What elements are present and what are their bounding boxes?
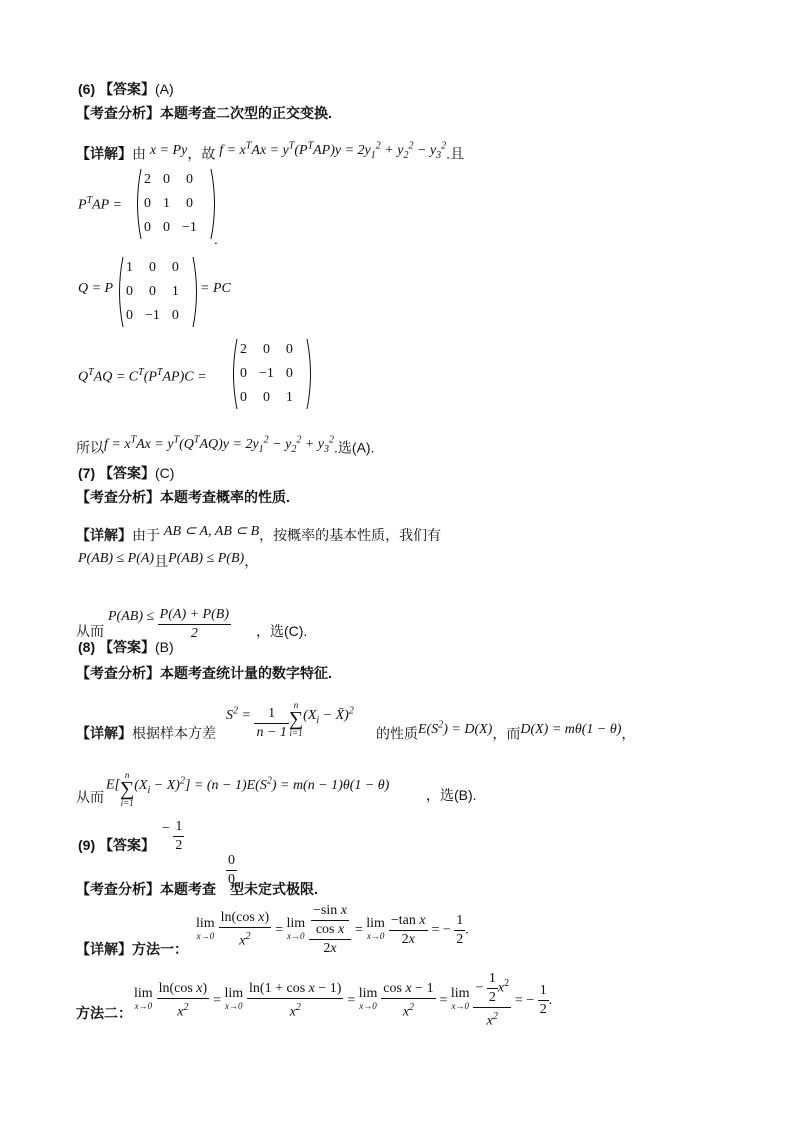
math-quadratic-form: $f = x^TAx = y^T(P^TAP)y = 2y_1^2 + y_2^2 - y_3^2$	[219, 140, 447, 161]
math-sum: n ∑ i=1	[288, 700, 304, 738]
q8-final-math	[106, 764, 389, 806]
q6-number: (6)	[78, 81, 96, 97]
detail-label: 【详解】	[76, 145, 132, 162]
math-lim1: lim x→0	[196, 916, 215, 941]
q8-detail-line	[76, 724, 216, 742]
math-es2-eq-dx: $E(S^2) = D(X)$	[418, 719, 493, 737]
math-frac-ln1: $\frac{\text{ln(1 + cos x − 1)}}{x^2}$	[249, 980, 342, 1020]
math-lim5: lim x→0	[224, 986, 244, 1012]
q7-answer-line	[78, 464, 174, 482]
q8-detail-end: ，	[621, 725, 636, 742]
math-frac-half-x2: − $\frac{1}{2}$ $x^2$ $x^2$	[475, 971, 510, 1029]
math-frac-0-0: $\frac{0}{0}$	[228, 853, 235, 887]
q8-analysis-text: 本题考查统计量的数字特征.	[160, 665, 332, 681]
math-lim6: lim x→0	[358, 986, 378, 1012]
q6-analysis-text: 本题考查二次型的正交变换.	[160, 105, 332, 121]
analysis-label: 【考查分析】	[76, 105, 160, 121]
answer-label: 【答案】	[99, 81, 156, 97]
math-minus: −	[162, 821, 174, 837]
q9-answer-line	[78, 836, 155, 854]
q7-analysis-line	[76, 488, 290, 506]
math-frac-cos-1: $\frac{\text{cos x − 1}}{x^2}$	[383, 980, 434, 1020]
q8-number: (8)	[78, 639, 96, 655]
math-q-label: Q = P	[78, 281, 114, 296]
q8-final-end: ，选(B).	[426, 787, 477, 803]
q7-detail-line	[76, 526, 441, 546]
math-frac-ln-cos-2: $\frac{\text{ln(cos x)}}{x^2}$	[158, 980, 208, 1020]
matrix-c: 1 0 0 0 0 1 0 −1 0	[116, 256, 185, 328]
q9-analysis-line	[76, 880, 318, 898]
method1-label: 方法一：	[132, 941, 188, 957]
math-sum-body: ($X_i$ − X̄)$^2$	[303, 705, 354, 726]
matrix-ptap: 2 0 0 0 1 0 0 0 −1	[134, 168, 203, 240]
math-frac-ln-cos: $\frac{\text{ln(cos x)}}{x^2}$	[220, 910, 270, 949]
math-frac-nested: $\frac{\frac{\text{−sin x}}{\text{cos x}}}{2x}$	[309, 902, 351, 958]
math-sample-variance	[226, 694, 354, 740]
q6-detail-end: .且	[446, 145, 464, 162]
math-frac-half: $\frac{1}{2}$	[175, 819, 183, 853]
q7-final-math	[108, 598, 231, 641]
q6-detail-line	[76, 142, 464, 169]
answer-label: 【答案】	[99, 465, 156, 481]
q7-final-pre: 从而	[76, 623, 104, 639]
q7-answer-value: (C)	[155, 465, 175, 481]
math-method2: lim x→0 $\frac{\text{ln(cos x)}}{x^2}$ = lim x→0 $\frac{\text{ln(1 + cos x − 1)}}{x^2}$ = lim x→0 $\frac{\text{cos x − 1}}{x^2}$ = lim x→0 − $\frac{1}{2}$ $x^2$ $x^2$ = − $\frac{1}{2}$ .	[134, 971, 553, 1029]
q7-detail-pre: 由于	[132, 527, 160, 543]
matrix-qtaq: 2 0 0 0 −1 0 0 0 1	[230, 338, 299, 410]
q8-analysis-line	[76, 664, 332, 682]
q7-comma: ，	[244, 553, 259, 569]
detail-label: 【详解】	[76, 941, 132, 957]
analysis-label: 【考查分析】	[76, 881, 160, 897]
math-frac-half-1: $\frac{1}{2}$	[456, 912, 464, 947]
q7-ineq-line	[78, 552, 258, 572]
math-frac-1-n-1: $\frac{1}{n - 1}$	[256, 705, 287, 740]
math-lim3: lim x→0	[366, 916, 385, 941]
q6-detail-pre: 由	[132, 145, 146, 162]
math-ab-subset: AB ⊂ A, AB ⊂ B	[163, 524, 260, 539]
q6-final-pre: 所以	[76, 439, 104, 456]
math-pab-le: P(AB) ≤	[108, 609, 158, 625]
math-frac-avg: $\frac{P(A) + P(B)}{2}$	[159, 607, 229, 641]
q7-and: 且	[154, 553, 169, 569]
math-ptap-label: $P^TAP$ =	[78, 195, 122, 213]
q9-analysis-pre: 本题考查	[160, 881, 216, 897]
math-frac-tan: $\frac{\text{−tan x}}{2x}$	[390, 912, 426, 947]
q8-detail-pre: 根据样本方差	[132, 725, 216, 741]
q6-final-end: .选(A).	[334, 439, 375, 456]
q8-answer-value: (B)	[155, 639, 174, 655]
math-final-form: $f = x^TAx = y^T(Q^TAQ)y = 2y_1^2 - y_2^2 + y_3^2$	[104, 434, 335, 455]
math-dx: D(X) = mθ(1 − θ)	[520, 721, 622, 737]
analysis-label: 【考查分析】	[76, 489, 160, 505]
q9-method2-label: 方法二：	[76, 1005, 132, 1021]
math-lim7: lim x→0	[450, 986, 470, 1012]
math-qtaq-label: $Q^TAQ = C^T(P^TAP)C$ =	[78, 367, 207, 385]
q6-answer-value: (A)	[155, 81, 174, 97]
q8-detail-rest	[376, 719, 636, 745]
q8-final-from: 从而	[76, 789, 104, 805]
math-neg-half	[162, 810, 184, 853]
answer-label: 【答案】	[99, 639, 156, 655]
detail-label: 【详解】	[76, 527, 132, 543]
math-method1: lim x→0 $\frac{\text{ln(cos x)}}{x^2}$ = lim x→0 $\frac{\frac{\text{−sin x}}{\text{cos x}}}{2x}$ = lim x→0 $\frac{\text{−tan x}}{2x}$ = − $\frac{1}{2}$ .	[196, 903, 469, 956]
analysis-label: 【考查分析】	[76, 665, 160, 681]
math-pab-le-pb: P(AB) ≤ P(B)	[168, 551, 245, 566]
math-e-sum: E[	[106, 777, 120, 793]
math-pab-le-pa: P(AB) ≤ P(A)	[78, 551, 155, 566]
math-sum2: n ∑ i=1	[120, 770, 135, 808]
math-eq-pc: = PC	[200, 281, 231, 296]
q7-final-end: ，选(C).	[256, 623, 308, 639]
q6-final-line	[76, 436, 374, 463]
math-frac-half-2: $\frac{1}{2}$	[539, 982, 547, 1017]
math-lim4: lim x→0	[134, 986, 153, 1012]
math-x-eq-py: x = Py	[149, 142, 188, 158]
math-final-expr: $(X_i - X)^2] = (n - 1)E(S^2) = m(n - 1)\theta(1 - \theta)$	[134, 775, 390, 796]
q8-detail-mid: 的性质	[376, 725, 418, 742]
q9-method1-label	[76, 940, 188, 958]
q6-answer-line	[78, 80, 174, 98]
q6-analysis-line	[76, 104, 332, 122]
q9-number: (9)	[78, 837, 96, 853]
math-s2: $S^2$ =	[226, 705, 255, 723]
q7-analysis-text: 本题考查概率的性质.	[160, 489, 290, 505]
q9-analysis-end: 型未定式极限.	[230, 881, 318, 897]
q6-detail-mid: ，故	[187, 145, 216, 162]
detail-label: 【详解】	[76, 725, 132, 741]
math-lim2: lim x→0	[286, 916, 306, 941]
q8-detail-mid2: ，而	[492, 725, 521, 742]
q7-number: (7)	[78, 465, 96, 481]
q8-answer-line	[78, 638, 174, 656]
period: .	[214, 231, 218, 247]
answer-label: 【答案】	[99, 837, 156, 853]
q7-detail-mid: ，按概率的基本性质，我们有	[259, 527, 442, 543]
